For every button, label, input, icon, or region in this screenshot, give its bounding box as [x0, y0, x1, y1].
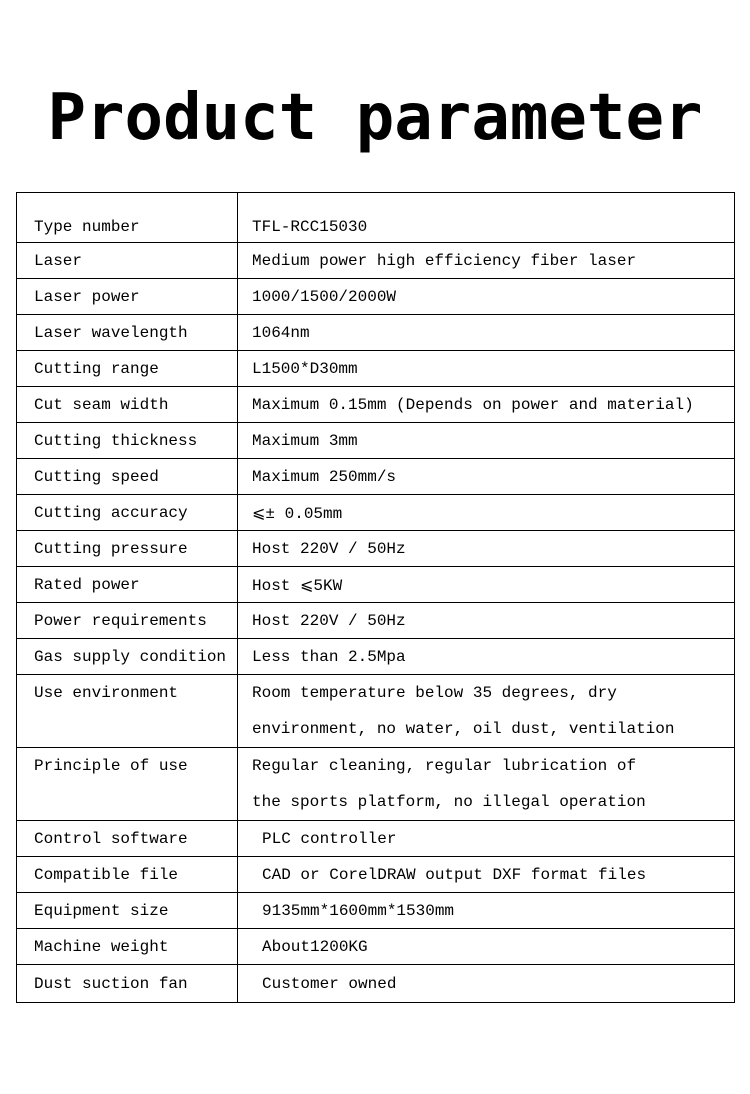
- table-row: [17, 821, 735, 857]
- row-label: Cutting range: [17, 351, 238, 387]
- row-value: [238, 675, 735, 748]
- table-row: [17, 567, 735, 603]
- row-value: Maximum 250mm/s: [238, 459, 735, 495]
- row-label: Cutting accuracy: [17, 495, 238, 531]
- parameter-table: [16, 192, 735, 1003]
- row-value-line: Regular cleaning, regular lubrication of: [252, 757, 637, 775]
- row-label: Cutting thickness: [17, 423, 238, 459]
- row-label: Machine weight: [17, 929, 238, 965]
- row-value: Customer owned: [238, 965, 735, 1003]
- row-label: Power requirements: [17, 603, 238, 639]
- row-label: Rated power: [17, 567, 238, 603]
- table-row: [17, 639, 735, 675]
- table-row: [17, 748, 735, 821]
- row-value: About1200KG: [238, 929, 735, 965]
- table-row: [17, 929, 735, 965]
- table-row: [17, 193, 735, 243]
- row-label: Laser: [17, 243, 238, 279]
- row-value: ⩽± 0.05mm: [238, 495, 735, 531]
- row-label: Use environment: [17, 675, 238, 748]
- row-value: Maximum 3mm: [238, 423, 735, 459]
- row-value: [238, 748, 735, 821]
- table-row: [17, 495, 735, 531]
- row-value-line: the sports platform, no illegal operation: [252, 793, 646, 811]
- row-value: CAD or CorelDRAW output DXF format files: [238, 857, 735, 893]
- table-row: [17, 387, 735, 423]
- row-label: Laser wavelength: [17, 315, 238, 351]
- row-label: Equipment size: [17, 893, 238, 929]
- row-value: L1500*D30mm: [238, 351, 735, 387]
- row-value: Less than 2.5Mpa: [238, 639, 735, 675]
- table-row: [17, 531, 735, 567]
- row-label: Principle of use: [17, 748, 238, 821]
- row-value: TFL-RCC15030: [238, 193, 735, 243]
- row-label: Cutting pressure: [17, 531, 238, 567]
- row-value: Host ⩽5KW: [238, 567, 735, 603]
- row-label: Cutting speed: [17, 459, 238, 495]
- table-row: [17, 857, 735, 893]
- table-row: [17, 351, 735, 387]
- table-row: [17, 243, 735, 279]
- row-value: PLC controller: [238, 821, 735, 857]
- row-label: Dust suction fan: [17, 965, 238, 1003]
- row-value: Host 220V / 50Hz: [238, 603, 735, 639]
- row-label: Gas supply condition: [17, 639, 238, 675]
- row-value: 9135mm*1600mm*1530mm: [238, 893, 735, 929]
- table-row: [17, 893, 735, 929]
- row-value-line: environment, no water, oil dust, ventilation: [252, 720, 675, 738]
- row-label: Type number: [17, 193, 238, 243]
- table-row: [17, 965, 735, 1003]
- row-value: Medium power high efficiency fiber laser: [238, 243, 735, 279]
- table-row: [17, 459, 735, 495]
- row-label: Control software: [17, 821, 238, 857]
- table-row: [17, 603, 735, 639]
- row-value: 1064nm: [238, 315, 735, 351]
- row-value-line: Room temperature below 35 degrees, dry: [252, 684, 617, 702]
- table-row: [17, 315, 735, 351]
- table-row: [17, 675, 735, 748]
- row-value: Host 220V / 50Hz: [238, 531, 735, 567]
- table-row: [17, 423, 735, 459]
- row-value: 1000/1500/2000W: [238, 279, 735, 315]
- row-label: Laser power: [17, 279, 238, 315]
- table-row: [17, 279, 735, 315]
- row-label: Cut seam width: [17, 387, 238, 423]
- page-title: Product parameter: [47, 81, 703, 155]
- row-label: Compatible file: [17, 857, 238, 893]
- row-value: Maximum 0.15mm (Depends on power and material): [238, 387, 735, 423]
